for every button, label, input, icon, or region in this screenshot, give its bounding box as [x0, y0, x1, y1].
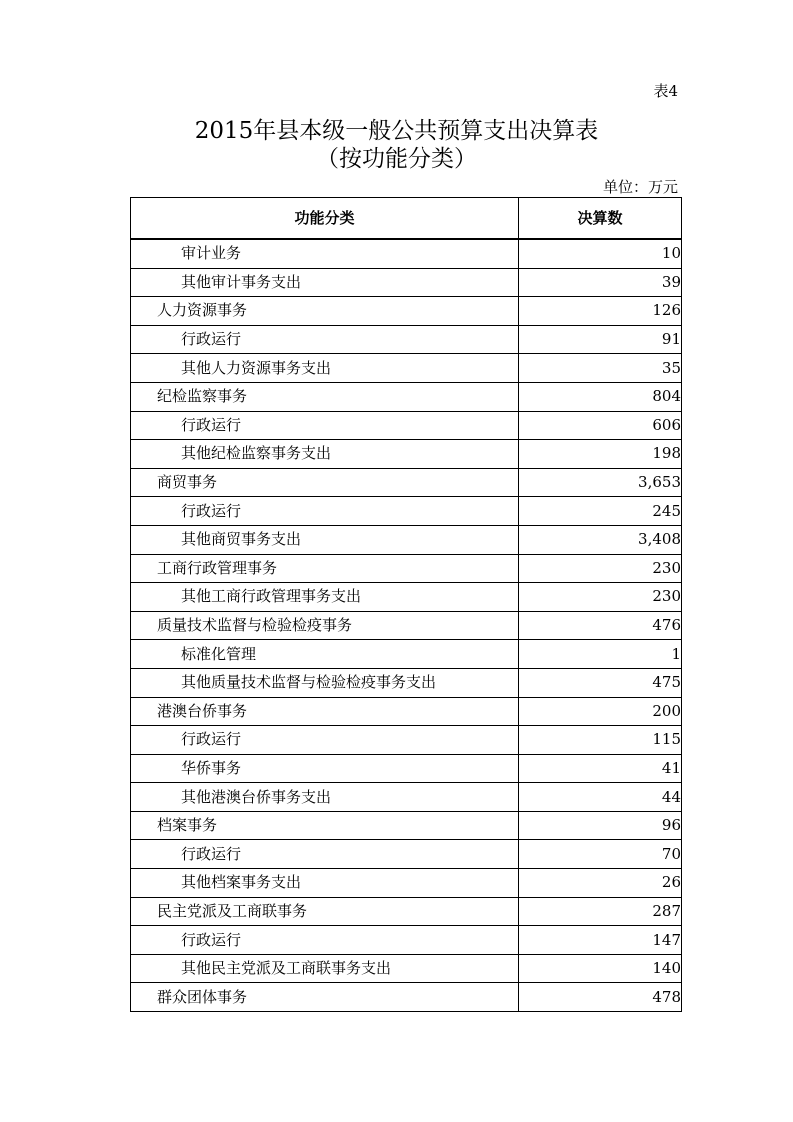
amount-cell: 230	[519, 554, 682, 583]
category-cell: 其他商贸事务支出	[131, 525, 519, 554]
table-row	[131, 325, 682, 354]
table-row	[131, 811, 682, 840]
amount-cell: 96	[519, 811, 682, 840]
table-row	[131, 869, 682, 898]
amount-cell: 245	[519, 497, 682, 526]
table-row	[131, 697, 682, 726]
category-cell: 群众团体事务	[131, 983, 519, 1012]
table-row	[131, 840, 682, 869]
category-cell: 工商行政管理事务	[131, 554, 519, 583]
table-row	[131, 468, 682, 497]
category-cell: 审计业务	[131, 239, 519, 268]
table-row	[131, 297, 682, 326]
amount-cell: 200	[519, 697, 682, 726]
table-row	[131, 897, 682, 926]
table-row	[131, 525, 682, 554]
amount-cell: 41	[519, 754, 682, 783]
category-cell: 其他人力资源事务支出	[131, 354, 519, 383]
table-body	[131, 239, 682, 1012]
amount-cell: 198	[519, 440, 682, 469]
column-header-amount: 决算数	[519, 198, 682, 240]
table-row	[131, 668, 682, 697]
amount-cell: 91	[519, 325, 682, 354]
category-cell: 其他港澳台侨事务支出	[131, 783, 519, 812]
column-header-category: 功能分类	[131, 198, 519, 240]
table-row	[131, 983, 682, 1012]
amount-cell: 475	[519, 668, 682, 697]
table-row	[131, 726, 682, 755]
amount-cell: 115	[519, 726, 682, 755]
budget-table	[130, 197, 682, 1012]
table-row	[131, 554, 682, 583]
category-cell: 行政运行	[131, 926, 519, 955]
table-row	[131, 268, 682, 297]
page-subtitle: （按功能分类）	[316, 146, 477, 172]
table-row	[131, 640, 682, 669]
page-title: 2015年县本级一般公共预算支出决算表	[194, 118, 599, 144]
category-cell: 行政运行	[131, 840, 519, 869]
category-cell: 行政运行	[131, 497, 519, 526]
table-row	[131, 411, 682, 440]
amount-cell: 44	[519, 783, 682, 812]
category-cell: 商贸事务	[131, 468, 519, 497]
table-header-row	[131, 198, 682, 240]
amount-cell: 39	[519, 268, 682, 297]
category-cell: 标准化管理	[131, 640, 519, 669]
amount-cell: 26	[519, 869, 682, 898]
unit-label: 单位：万元	[602, 178, 678, 196]
table-row	[131, 783, 682, 812]
amount-cell: 230	[519, 583, 682, 612]
table-row	[131, 754, 682, 783]
amount-cell: 140	[519, 954, 682, 983]
table-row	[131, 954, 682, 983]
category-cell: 人力资源事务	[131, 297, 519, 326]
amount-cell: 70	[519, 840, 682, 869]
table-row	[131, 354, 682, 383]
table-row	[131, 497, 682, 526]
amount-cell: 147	[519, 926, 682, 955]
table-row	[131, 239, 682, 268]
category-cell: 港澳台侨事务	[131, 697, 519, 726]
table-row	[131, 926, 682, 955]
amount-cell: 10	[519, 239, 682, 268]
amount-cell: 3,653	[519, 468, 682, 497]
category-cell: 质量技术监督与检验检疫事务	[131, 611, 519, 640]
category-cell: 行政运行	[131, 411, 519, 440]
category-cell: 纪检监察事务	[131, 382, 519, 411]
category-cell: 其他档案事务支出	[131, 869, 519, 898]
category-cell: 行政运行	[131, 726, 519, 755]
amount-cell: 287	[519, 897, 682, 926]
amount-cell: 804	[519, 382, 682, 411]
category-cell: 其他民主党派及工商联事务支出	[131, 954, 519, 983]
table-row	[131, 583, 682, 612]
category-cell: 其他工商行政管理事务支出	[131, 583, 519, 612]
amount-cell: 478	[519, 983, 682, 1012]
table-row	[131, 382, 682, 411]
amount-cell: 35	[519, 354, 682, 383]
table-row	[131, 611, 682, 640]
category-cell: 其他审计事务支出	[131, 268, 519, 297]
amount-cell: 3,408	[519, 525, 682, 554]
category-cell: 档案事务	[131, 811, 519, 840]
category-cell: 其他纪检监察事务支出	[131, 440, 519, 469]
amount-cell: 126	[519, 297, 682, 326]
category-cell: 民主党派及工商联事务	[131, 897, 519, 926]
amount-cell: 606	[519, 411, 682, 440]
category-cell: 行政运行	[131, 325, 519, 354]
category-cell: 华侨事务	[131, 754, 519, 783]
table-number: 表4	[653, 82, 678, 100]
category-cell: 其他质量技术监督与检验检疫事务支出	[131, 668, 519, 697]
table-row	[131, 440, 682, 469]
amount-cell: 1	[519, 640, 682, 669]
amount-cell: 476	[519, 611, 682, 640]
